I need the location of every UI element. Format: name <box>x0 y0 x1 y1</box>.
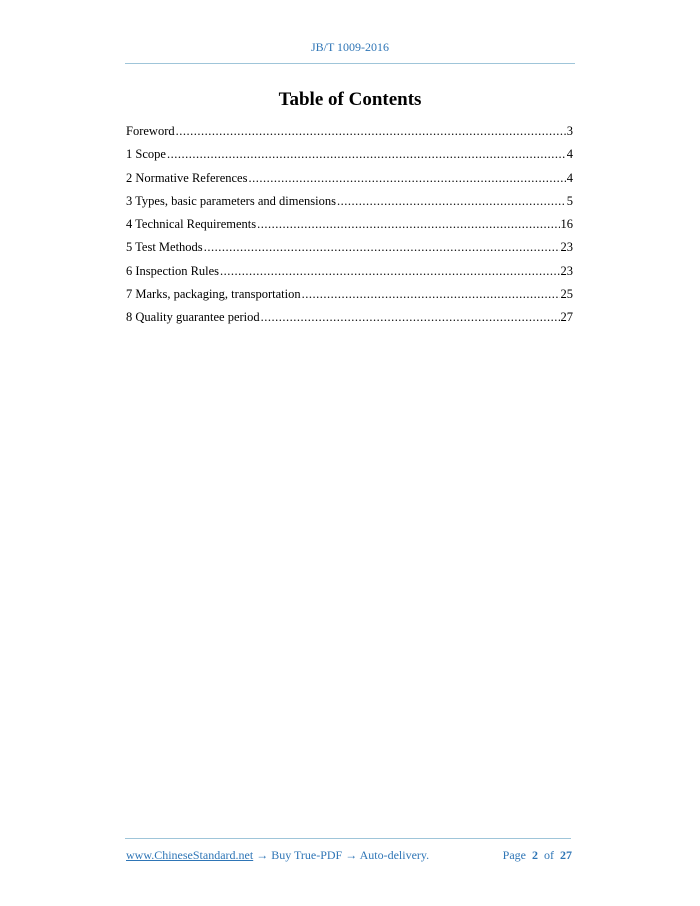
toc-entry-label: 6 Inspection Rules <box>126 263 220 278</box>
toc-entry-page: 4 <box>566 147 573 162</box>
of-word: of <box>544 848 554 862</box>
website-link[interactable]: www.ChineseStandard.net <box>126 848 254 862</box>
toc-list <box>126 123 573 333</box>
toc-entry-label: 8 Quality guarantee period <box>126 310 260 325</box>
auto-delivery-text: Auto-delivery. <box>359 848 430 862</box>
header-divider <box>125 63 575 64</box>
toc-entry-inspection-rules[interactable] <box>126 263 573 286</box>
toc-entry-scope[interactable] <box>126 146 573 169</box>
toc-entry-page: 27 <box>560 310 573 325</box>
toc-dot-leader <box>257 216 559 232</box>
toc-dot-leader <box>167 146 566 162</box>
toc-entry-quality-guarantee[interactable] <box>126 309 573 332</box>
toc-entry-page: 23 <box>560 263 573 278</box>
toc-entry-label: 3 Types, basic parameters and dimensions <box>126 193 336 208</box>
toc-dot-leader <box>337 193 566 209</box>
toc-entry-label: 4 Technical Requirements <box>126 217 257 232</box>
toc-entry-page: 16 <box>560 217 573 232</box>
toc-entry-marks-packaging[interactable] <box>126 286 573 309</box>
arrow-icon: → <box>345 848 358 862</box>
toc-dot-leader <box>248 170 565 186</box>
page-word: Page <box>502 848 526 862</box>
toc-entry-foreword[interactable] <box>126 123 573 146</box>
arrow-icon: → <box>256 848 269 862</box>
toc-dot-leader <box>176 123 566 139</box>
toc-dot-leader <box>302 286 560 302</box>
toc-entry-technical-requirements[interactable] <box>126 216 573 239</box>
toc-entry-label: 7 Marks, packaging, transportation <box>126 287 301 302</box>
toc-entry-label: Foreword <box>126 124 175 138</box>
footer-divider <box>125 838 571 839</box>
total-pages-number: 27 <box>560 848 572 862</box>
toc-entry-page: 23 <box>560 240 573 255</box>
toc-entry-page: 25 <box>560 287 573 302</box>
toc-entry-types-parameters[interactable] <box>126 193 573 216</box>
page-title: Table of Contents <box>278 89 422 110</box>
toc-entry-label: 2 Normative References <box>126 170 248 185</box>
toc-dot-leader <box>261 309 560 325</box>
toc-dot-leader <box>220 263 559 279</box>
page-indicator <box>503 848 572 863</box>
toc-entry-page: 5 <box>566 193 573 208</box>
running-header: JB/T 1009-2016 <box>310 40 390 54</box>
toc-entry-page: 4 <box>566 170 573 185</box>
buy-pdf-text: Buy True-PDF <box>271 848 343 862</box>
toc-entry-label: 1 Scope <box>126 147 166 162</box>
toc-entry-label: 5 Test Methods <box>126 240 203 255</box>
toc-entry-normative-references[interactable] <box>126 170 573 193</box>
toc-dot-leader <box>204 239 560 255</box>
toc-entry-page: 3 <box>566 124 573 138</box>
footer-promo <box>126 848 429 863</box>
toc-entry-test-methods[interactable] <box>126 239 573 262</box>
current-page-number: 2 <box>532 848 538 862</box>
